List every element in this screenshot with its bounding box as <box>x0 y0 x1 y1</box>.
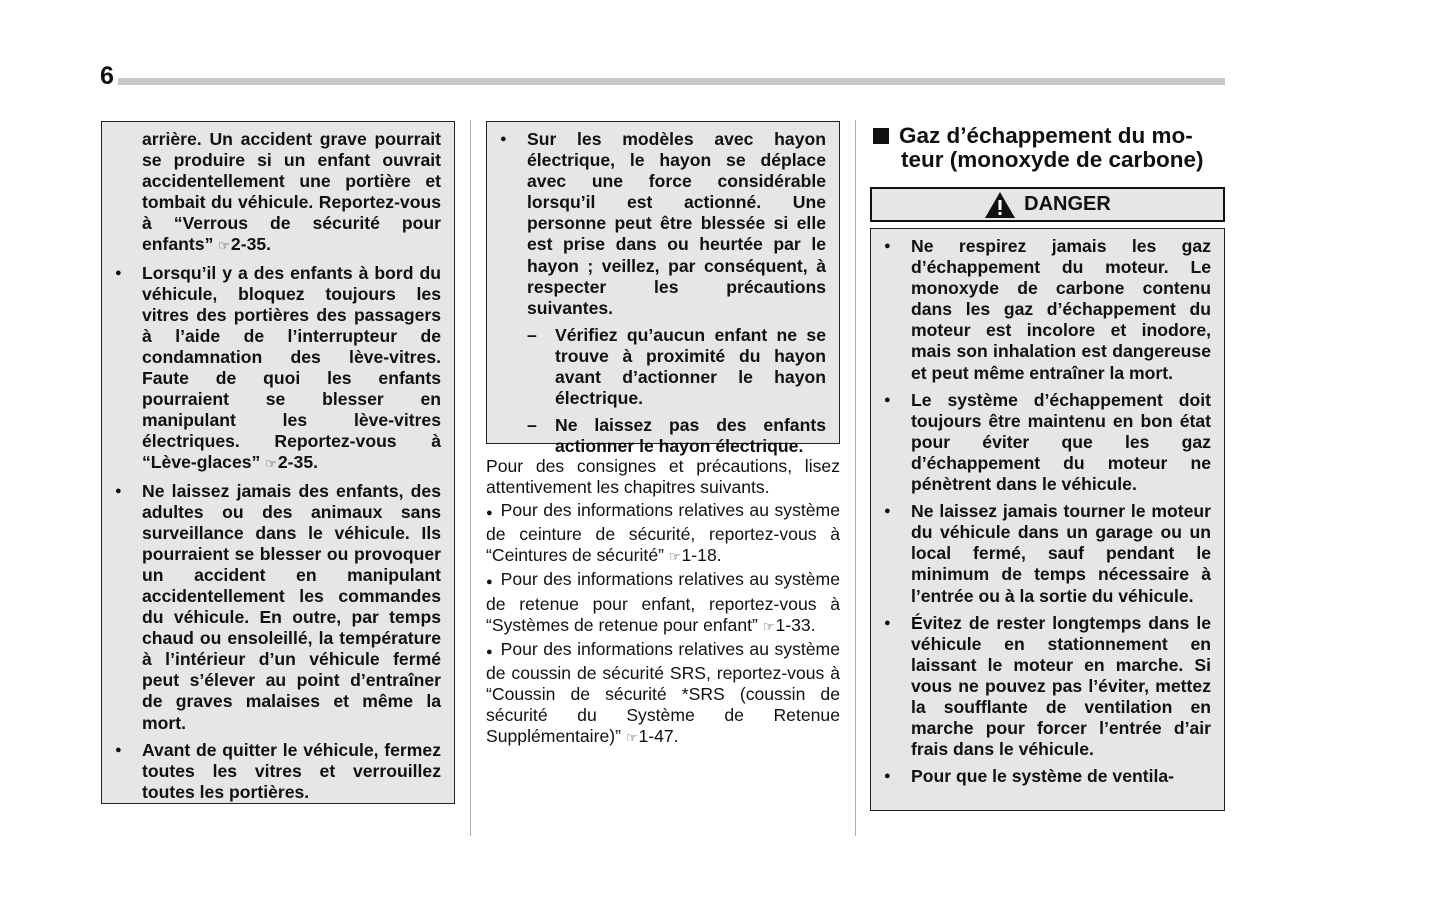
reference-item: ● Pour des informations relatives au système de coussin de sécurité SRS, reportez-vous à “Coussin de sécurité *SRS (coussin de sécurité du Système de Retenue Supplémentaire)” ☞1-47. <box>486 639 840 748</box>
warning-bullet: ● Ne laissez jamais des enfants, des adultes ou des animaux sans surveillance dans le véhicule. Ils pourraient se blesser ou provoquer un accident en manipulant accidentellement les commandes du véhicule. En outre, par temps chaud ou ensoleillé, la température à l’intérieur d’un véhicule fermé peut s’élever au point d’entraîner de graves malaises et même la mort. <box>102 481 441 734</box>
page-reference-icon: ☞ <box>668 549 681 565</box>
reference-item: ● Pour des informations relatives au système de ceinture de sécurité, reportez-vous à “Ceintures de sécurité” ☞1-18. <box>486 500 840 567</box>
warning-bullet: ● Avant de quitter le véhicule, fermez toutes les vitres et verrouillez toutes les portières. <box>102 740 441 803</box>
section-title: Gaz d’échappement du mo- teur (monoxyde de carbone) <box>873 124 1233 172</box>
danger-bullet: ● Pour que le système de ventila- <box>871 766 1211 787</box>
header-rule <box>118 78 1225 85</box>
danger-bullet: ● Le système d’échappement doit toujours être maintenu en bon état pour éviter que les gaz d’échappement du moteur ne pénètrent dans le véhicule. <box>871 390 1211 495</box>
danger-bullet: ● Ne laissez jamais tourner le moteur du véhicule dans un garage ou un local fermé, sauf pendant le minimum de temps nécessaire à l’entrée ou à la sortie du véhicule. <box>871 501 1211 606</box>
warning-dash-item: – Ne laissez pas des enfants actionner le hayon électrique. <box>487 415 826 457</box>
danger-label: DANGER <box>1024 193 1111 215</box>
danger-box <box>870 228 1225 811</box>
warning-continuation: arrière. Un accident grave pourrait se produire si un enfant ouvrait accidentellement une portière et tombait du véhicule. Reportez-vous à “Verrous de sécurité pour enfants” ☞2-35. <box>142 129 441 255</box>
page-reference-icon: ☞ <box>218 238 230 254</box>
warning-bullet: ● Sur les modèles avec hayon électrique, le hayon se déplace avec une force considérable lorsqu’il est actionné. Une personne peut être blessée si elle est prise dans ou heurtée par le hayon ; veillez, par conséquent, à respecter les précautions suivantes. <box>487 129 826 319</box>
warning-dash-item: – Vérifiez qu’aucun enfant ne se trouve à proximité du hayon avant d’actionner le hayon électrique. <box>487 325 826 409</box>
column-divider-1 <box>470 120 471 836</box>
danger-bullet: ● Ne respirez jamais les gaz d’échappement du moteur. Le monoxyde de carbone contenu dans les gaz d’échappement du moteur est incolore et inodore, mais son inhalation est dangereuse et peut même entraîner la mort. <box>871 236 1211 384</box>
warning-box-tailgate <box>486 121 840 457</box>
warning-box-continued <box>101 121 455 804</box>
page-reference-icon: ☞ <box>625 730 638 746</box>
reference-item: ● Pour des informations relatives au système de retenue pour enfant, reportez-vous à “Systèmes de retenue pour enfant” ☞1-33. <box>486 569 840 636</box>
warning-triangle-icon <box>984 191 1016 219</box>
danger-bullet: ● Évitez de rester longtemps dans le véhicule en stationnement en laissant le moteur en marche. Si vous ne pouvez pas l’éviter, mettez la soufflante de ventilation en marche pour forcer l’entrée d’air frais dans le véhicule. <box>871 613 1211 761</box>
page-number: 6 <box>100 62 114 90</box>
column-divider-2 <box>855 120 856 836</box>
black-square-icon <box>873 128 889 144</box>
page-reference-icon: ☞ <box>762 618 775 634</box>
warning-bullet: ● Lorsqu’il y a des enfants à bord du véhicule, bloquez toujours les vitres des portières des passagers à l’aide de l’interrupteur de condamnation des lève-vitres. Faute de quoi les enfants pourraient se blesser en manipulant les lève-vitres électriques. Reportez-vous à “Lève-glaces” ☞2-35. <box>102 263 441 475</box>
instructions-text <box>486 456 840 750</box>
intro-paragraph: Pour des consignes et précautions, lisez attentivement les chapitres suivants. <box>486 456 840 498</box>
page-reference-icon: ☞ <box>265 456 277 472</box>
danger-header <box>870 187 1225 222</box>
